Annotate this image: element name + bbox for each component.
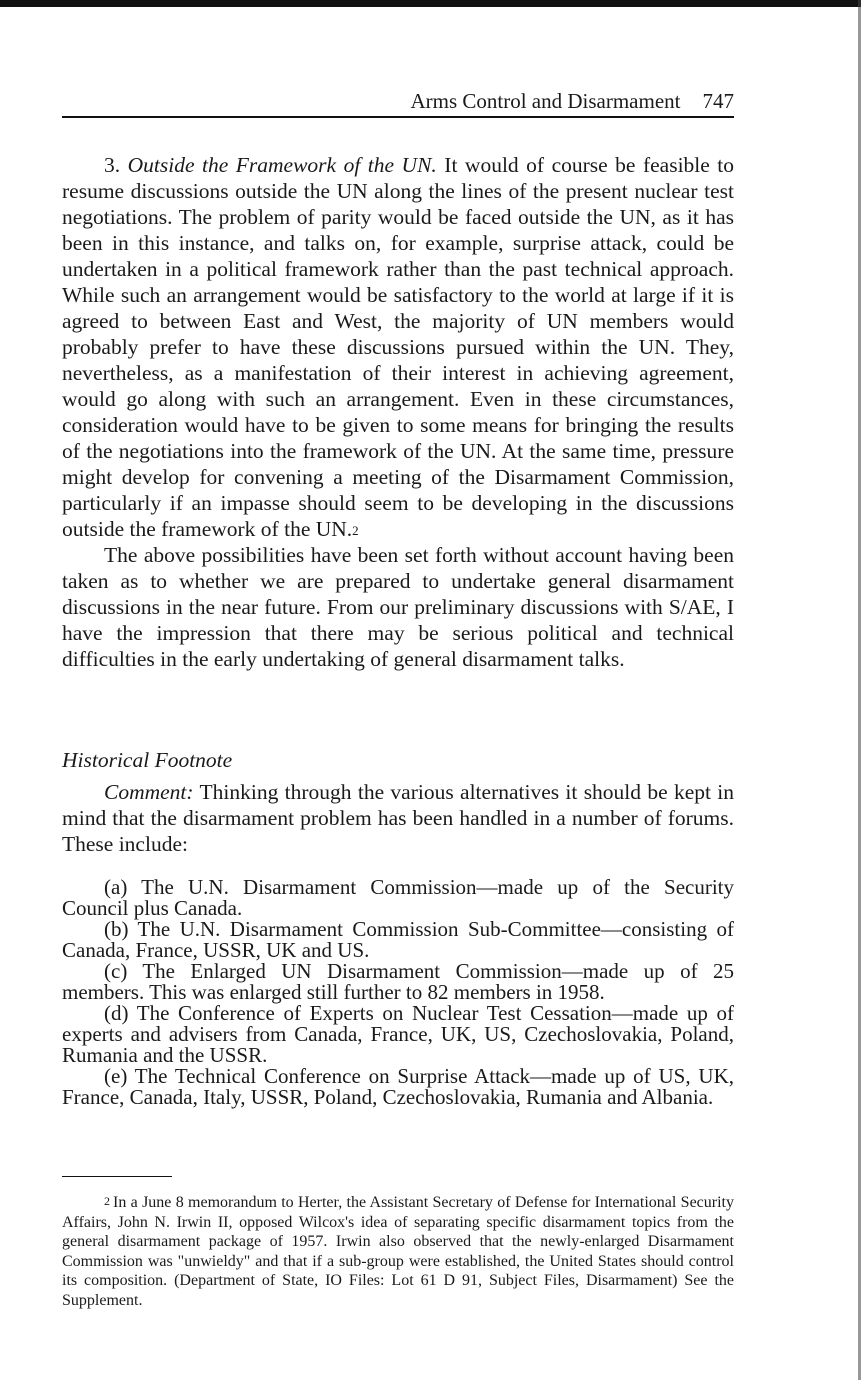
forum-list: [62, 877, 734, 1108]
list-item: (a) The U.N. Disarmament Commission—made up of the Security Council plus Canada.: [62, 875, 734, 920]
comment-paragraph: [62, 779, 734, 857]
paragraph-text: It would of course be feasible to resume discussions outside the UN along the lines of the present nuclear test negotiations. The problem of parity would be faced outside the UN, as it has been in this instance, and talks on, for example, surprise attack, could be undertaken in a political framework rather than the past technical approach. While such an arrangement would be satisfactory to the world at large if it is agreed to between East and West, the majority of UN members would probably prefer to have these discussions pursued within the UN. They, nevertheless, as a manifestation of their interest in achieving agreement, would go along with such an arrangement. Even in these circumstances, consideration would have to be given to some means for bringing the results of the negotiations into the framework of the UN. At the same time, pressure might develop for convening a meeting of the Disarmament Commission, particularly if an impasse should seem to be developing in the discussions outside the framework of the UN.: [62, 153, 735, 541]
footnote-reference[interactable]: 2: [352, 523, 359, 538]
paragraph-possibilities: The above possibilities have been set forth without account having been taken as to whether we are prepared to undertake general disarmament discussions in the near future. From our preliminary discussions with S/AE, I have the impression that there may be serious political and technical difficulties in the early undertaking of general disarmament talks.: [62, 543, 734, 671]
paragraph-number: 3.: [104, 153, 121, 177]
list-item: (c) The Enlarged UN Disarmament Commission—made up of 25 members. This was enlarged still further to 82 members in 1958.: [62, 959, 734, 1004]
page-header: [62, 86, 734, 118]
list-item: (e) The Technical Conference on Surprise Attack—made up of US, UK, France, Canada, Italy, USSR, Poland, Czechoslovakia, Rumania and Albania.: [62, 1064, 734, 1109]
footnote-divider: [62, 1176, 172, 1177]
running-title: Arms Control and Disarmament: [410, 89, 681, 113]
footnote: [62, 1193, 734, 1310]
paragraph-heading: Outside the Framework of the UN.: [127, 153, 437, 177]
footnote-number: 2: [104, 1194, 110, 1208]
list-item: (d) The Conference of Experts on Nuclear Test Cessation—made up of experts and advisers from Canada, France, UK, US, Czechoslovakia, Poland, Rumania and the USSR.: [62, 1001, 734, 1067]
list-item: (b) The U.N. Disarmament Commission Sub-Committee—consisting of Canada, France, USSR, UK and US.: [62, 917, 734, 962]
page-number: 747: [702, 89, 734, 113]
paragraph-outside-framework: [62, 152, 734, 542]
scan-edge-top: [0, 0, 861, 7]
footnote-text: In a June 8 memorandum to Herter, the Assistant Secretary of Defense for International Security Affairs, John N. Irwin II, opposed Wilcox's idea of separating specific disarmament topics from the general disarmament package of 1957. Irwin also observed that the newly-enlarged Disarmament Commission was "unwieldy" and that if a sub-group were established, the United States should control its composition. (Department of State, IO Files: Lot 61 D 91, Subject Files, Disarmament) See the Supplement.: [62, 1194, 734, 1309]
comment-text: Thinking through the various alternatives it should be kept in mind that the disarmament problem has been handled in a number of forums. These include:: [62, 780, 734, 856]
historical-footnote-title: Historical Footnote: [62, 748, 233, 772]
main-text: [62, 152, 734, 672]
comment-label: Comment:: [104, 780, 194, 804]
